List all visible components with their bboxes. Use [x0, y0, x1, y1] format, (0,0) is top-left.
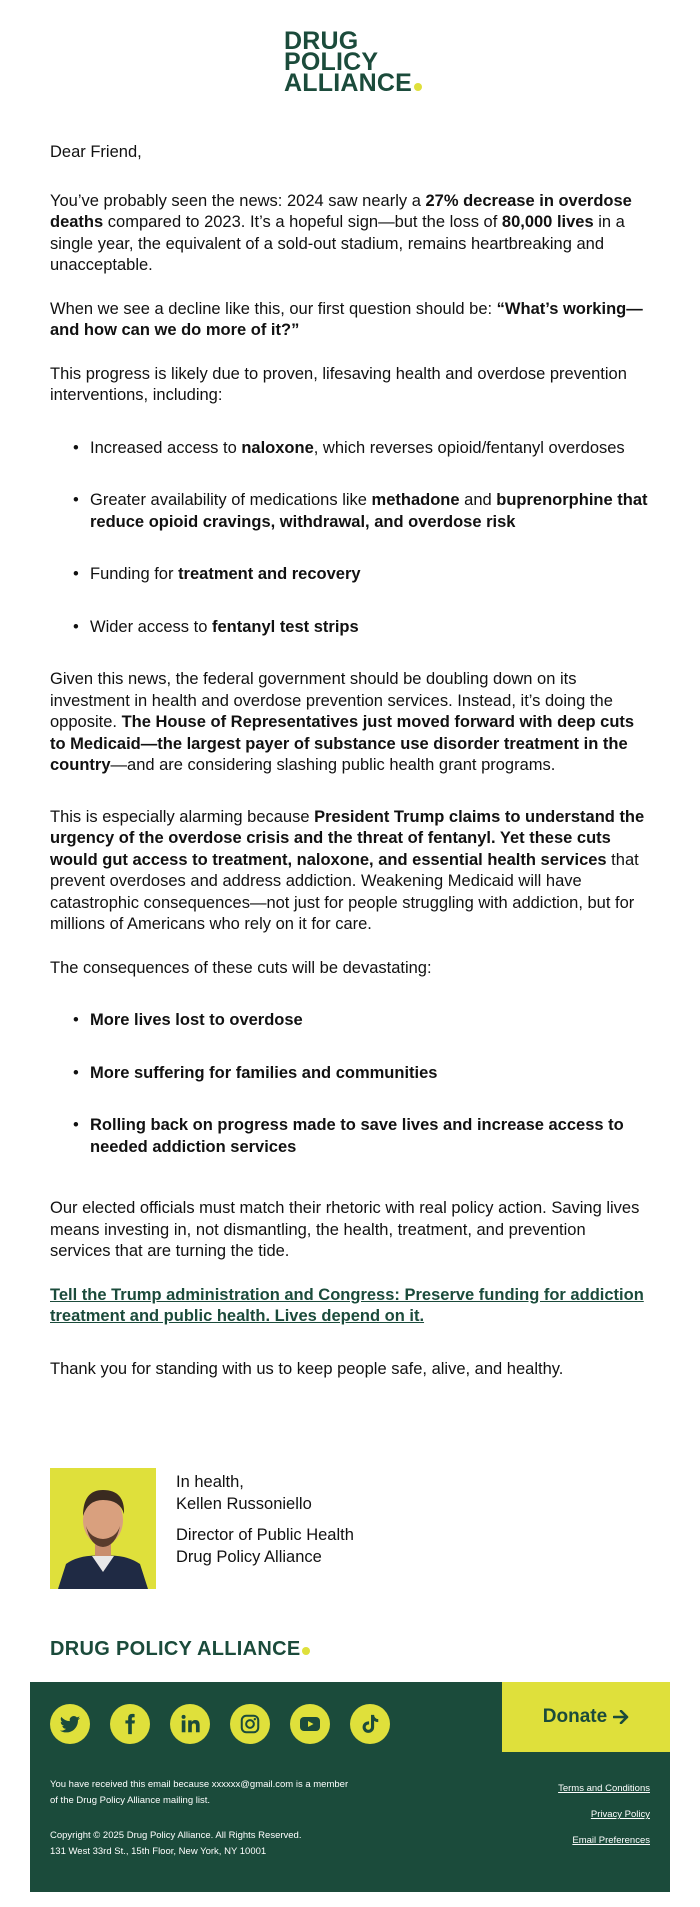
email-preferences-link[interactable]: Email Preferences [572, 1835, 650, 1846]
paragraph-7: Our elected officials must match their rhetoric with real policy action. Saving lives means investing in, not dismantling, the health, treatment, and prevention services that are turning the tide. [50, 1199, 640, 1260]
list-item: • Greater availability of medications like methadone and buprenorphine that reduce opioid cravings, withdrawal, and overdose risk [90, 490, 650, 533]
list-item: • More lives lost to overdose [90, 1010, 650, 1032]
signature-org: Drug Policy Alliance [176, 1547, 322, 1566]
copyright: Copyright © 2025 Drug Policy Alliance. All Rights Reserved. [50, 1830, 302, 1841]
facebook-icon[interactable] [110, 1704, 150, 1744]
paragraph-8: Thank you for standing with us to keep people safe, alive, and healthy. [50, 1359, 564, 1378]
paragraph-1: You’ve probably seen the news: 2024 saw nearly a 27% decrease in overdose deaths compared to 2023. It’s a hopeful sign—but the loss of 80,000 lives in a single year, the equivalent of a sold-out stadium, remains heartbreaking and unacceptable. [50, 191, 632, 274]
social-links [50, 1704, 390, 1744]
logo-bottom[interactable]: DRUG POLICY ALLIANCE [50, 1638, 310, 1661]
signature-photo [50, 1468, 156, 1589]
youtube-icon[interactable] [290, 1704, 330, 1744]
greeting: Dear Friend, [50, 143, 142, 161]
terms-link[interactable]: Terms and Conditions [558, 1783, 650, 1794]
logo-line-1: DRUG [284, 27, 359, 55]
paragraph-6: The consequences of these cuts will be devastating: [50, 958, 432, 977]
twitter-icon[interactable] [50, 1704, 90, 1744]
footer-links [558, 1776, 650, 1854]
privacy-link[interactable]: Privacy Policy [590, 1809, 650, 1820]
signature-closing: In health, [176, 1473, 244, 1491]
logo-line-3: ALLIANCE [284, 73, 424, 94]
footer [30, 1682, 670, 1892]
consequences-list [50, 1010, 650, 1158]
list-item: • Wider access to fentanyl test strips [90, 617, 650, 639]
signature-title: Director of Public Health [176, 1526, 354, 1544]
paragraph-5: This is especially alarming because President Trump claims to understand the urgency of the overdose crisis and the threat of fentanyl. Yet these cuts would gut access to treatment, naloxone, and essential health services that prevent overdoses and address addiction. Weakening Medicaid will have catastrophic consequences—not just for people struggling with addiction, but for millions of Americans who rely on it for care. [50, 807, 645, 933]
paragraph-4: Given this news, the federal government should be doubling down on its investment in health and overdose prevention services. Instead, it’s doing the opposite. The House of Representatives just moved forward with deep cuts to Medicaid—the largest payer of substance use disorder treatment in the country—and are considering slashing public health grant programs. [50, 670, 635, 774]
paragraph-3: This progress is likely due to proven, lifesaving health and overdose prevention interventions, including: [50, 364, 627, 404]
list-item: • More suffering for families and communities [90, 1063, 650, 1085]
footer-legal [50, 1828, 380, 1860]
logo-top[interactable] [284, 27, 424, 97]
signature-name: Kellen Russoniello [176, 1494, 312, 1513]
tiktok-icon[interactable] [350, 1704, 390, 1744]
list-item: • Funding for treatment and recovery [90, 564, 650, 586]
signature-block [176, 1472, 354, 1568]
address: 131 West 33rd St., 15th Floor, New York, NY 10001 [50, 1846, 267, 1857]
instagram-icon[interactable] [230, 1704, 270, 1744]
list-item: • Rolling back on progress made to save lives and increase access to needed addiction services [90, 1115, 650, 1158]
cta-paragraph [50, 1285, 650, 1328]
cta-link[interactable]: Tell the Trump administration and Congress: Preserve funding for addiction treatment and public health. Lives depend on it. [50, 1285, 644, 1325]
linkedin-icon[interactable] [170, 1704, 210, 1744]
donate-button[interactable] [502, 1682, 670, 1752]
footer-notice [50, 1777, 350, 1809]
donate-label: Donate [542, 1706, 608, 1727]
received-notice: You have received this email because xxxxxx@gmail.com is a member of the Drug Policy Alliance mailing list. [50, 1779, 349, 1806]
list-item: • Increased access to naloxone, which reverses opioid/fentanyl overdoses [90, 438, 650, 460]
logo-dot-icon [302, 1647, 310, 1655]
arrow-right-icon [613, 1710, 629, 1724]
logo-dot-icon [414, 83, 422, 91]
paragraph-2: When we see a decline like this, our first question should be: “What’s working—and how can we do more of it?” [50, 299, 643, 339]
interventions-list [50, 438, 650, 639]
email-body [50, 142, 650, 1380]
portrait-image [50, 1468, 156, 1589]
logo-line-2: POLICY [284, 48, 379, 76]
